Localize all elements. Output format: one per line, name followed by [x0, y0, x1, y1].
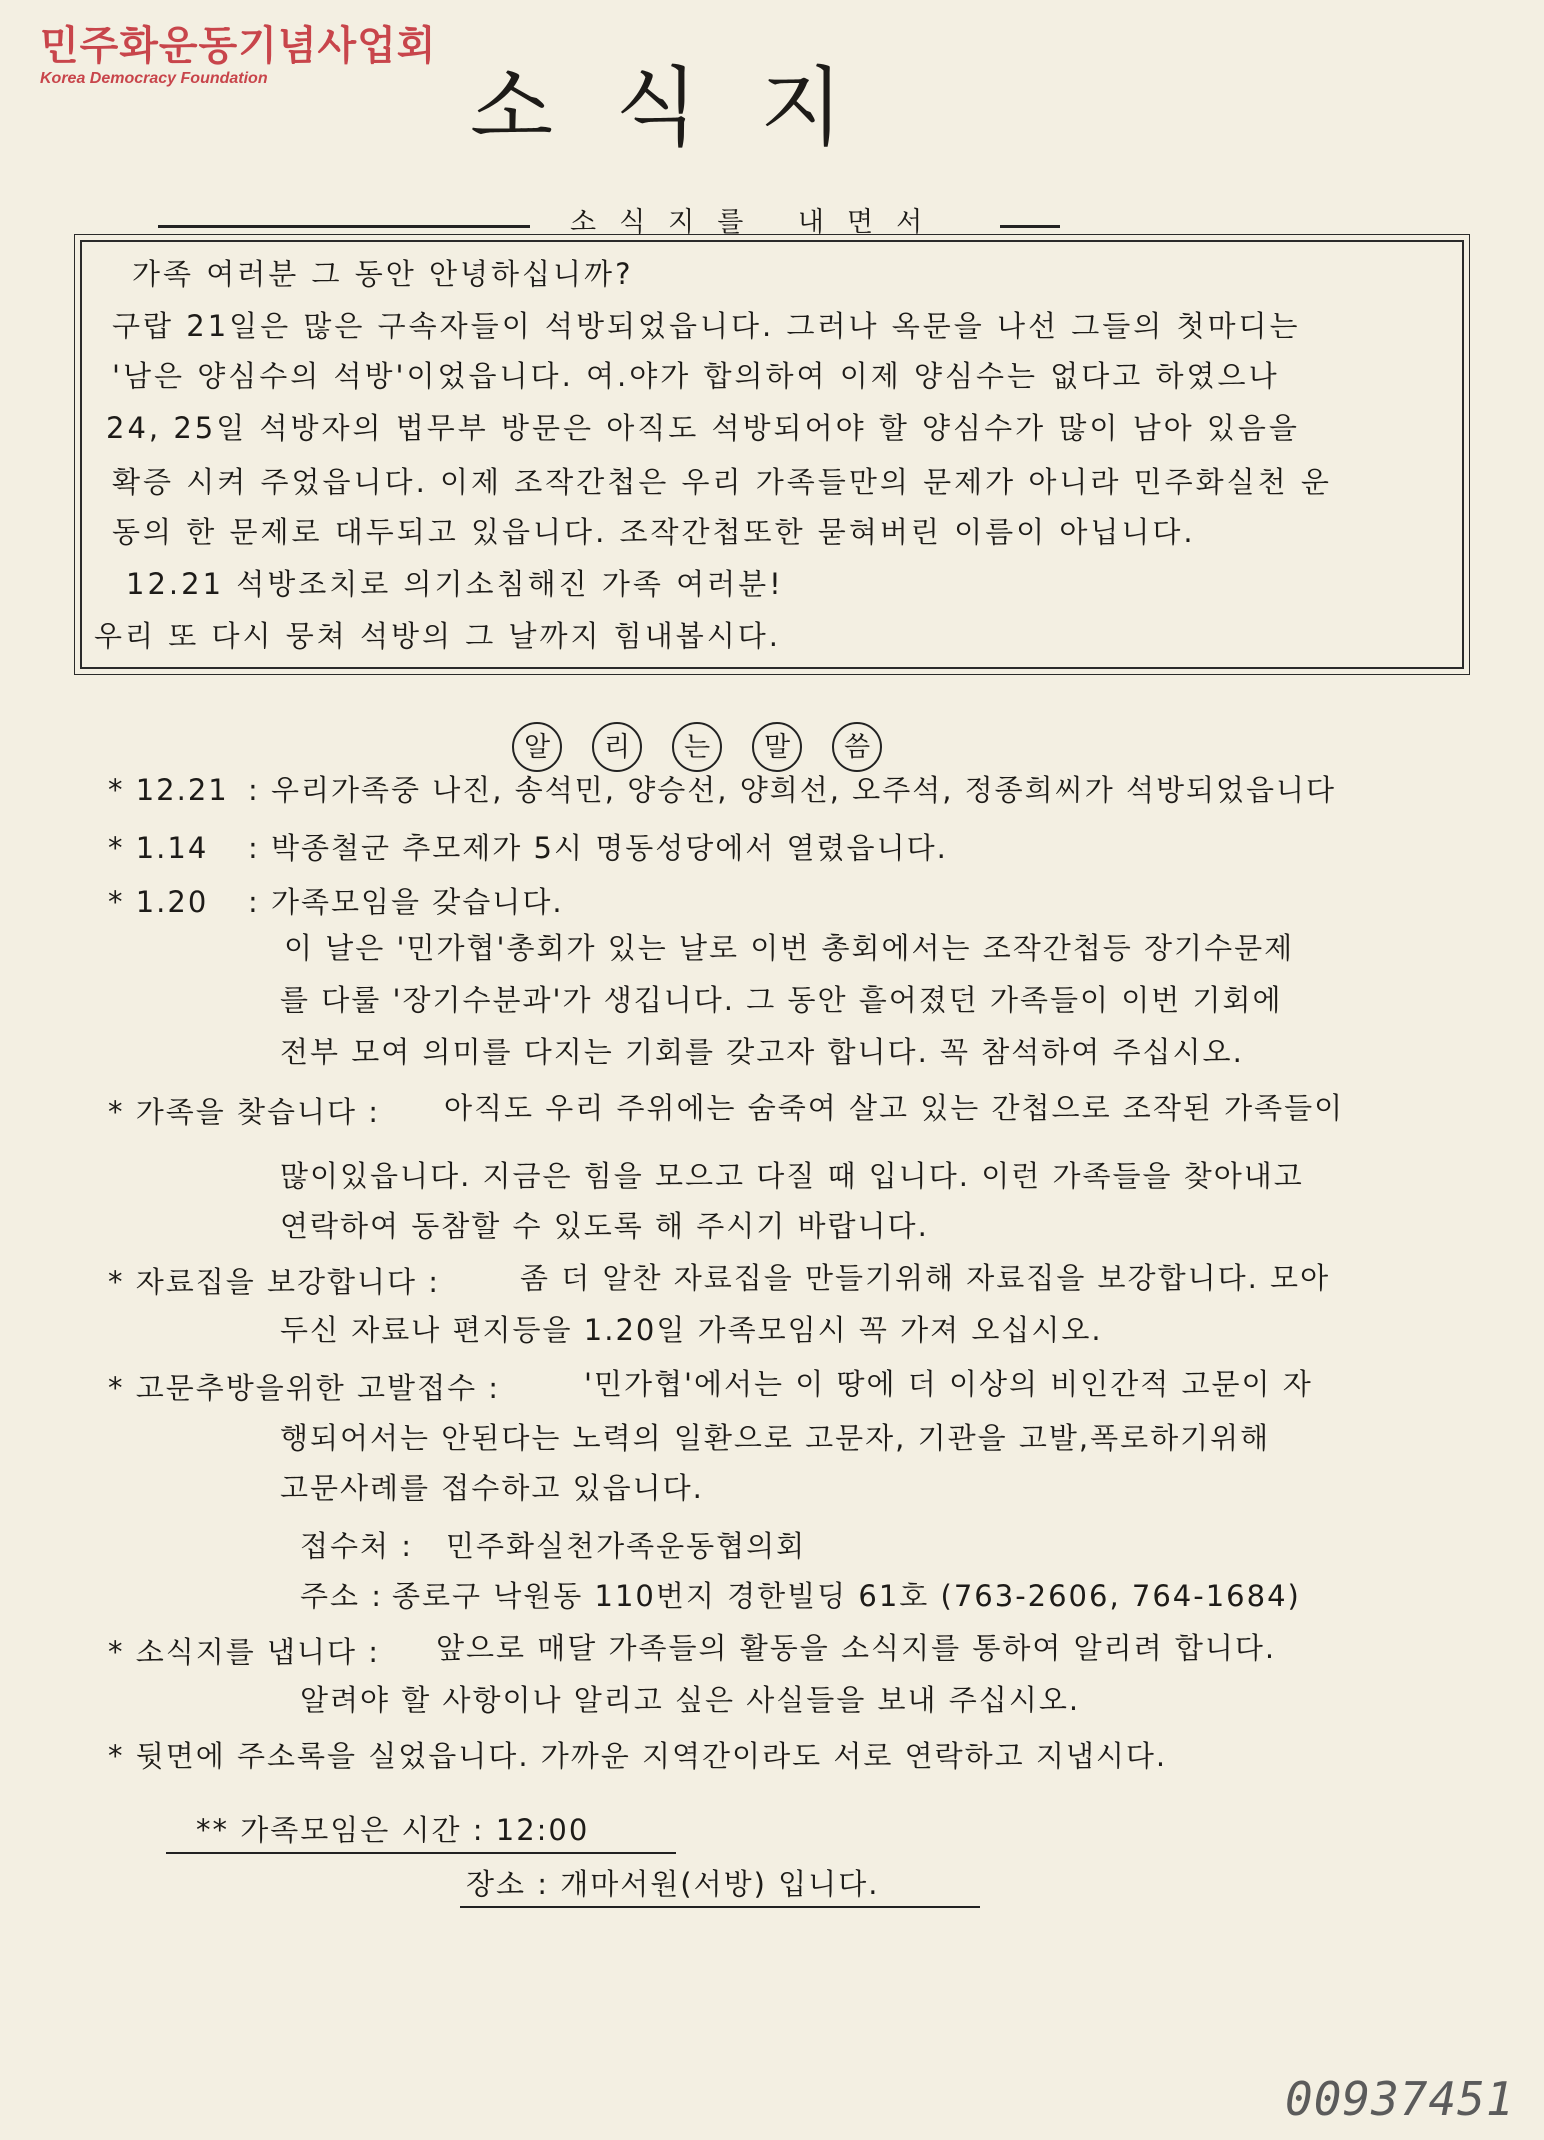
meeting-detail-line: 를 다룰 '장기수분과'가 생깁니다. 그 동안 흩어졌던 가족들이 이번 기회에	[280, 983, 1283, 1017]
notice-marker: * 1.14	[108, 831, 209, 865]
intro-line: 24, 25일 석방자의 법무부 방문은 아직도 석방되어야 할 양심수가 많이 남아 있음을	[106, 411, 1300, 445]
intro-line: 우리 또 다시 뭉쳐 석방의 그 날까지 힘내봅시다.	[94, 619, 782, 653]
newsletter-heading: * 소식지를 냅니다 :	[108, 1635, 381, 1669]
intro-line: 동의 한 문제로 대두되고 있읍니다. 조작간첩또한 묻혀버린 이름이 아닙니다.	[112, 515, 1196, 549]
notice-text: : 박종철군 추모제가 5시 명동성당에서 열렸읍니다.	[248, 831, 948, 865]
intro-line: 12.21 석방조치로 의기소침해진 가족 여러분!	[126, 567, 784, 601]
address-label: 주소 :	[300, 1579, 384, 1613]
address-book-note: * 뒷면에 주소록을 실었읍니다. 가까운 지역간이라도 서로 연락하고 지냅시다.	[108, 1739, 1168, 1773]
meeting-place: 장소 : 개마서원(서방) 입니다.	[466, 1867, 880, 1901]
find-family-heading: * 가족을 찾습니다 :	[108, 1095, 381, 1129]
intro-line: 구랍 21일은 많은 구속자들이 석방되었읍니다. 그러나 옥문을 나선 그들의 첫마디는	[112, 309, 1301, 343]
materials-line: 좀 더 알찬 자료집을 만들기위해 자료집을 보강합니다. 모아	[520, 1261, 1331, 1295]
meeting-detail-line: 전부 모여 의미를 다지는 기회를 갖고자 합니다. 꼭 참석하여 주십시오.	[280, 1035, 1244, 1069]
subtitle: 소식지를 내면서	[570, 207, 946, 238]
heading-circle-char: 리	[592, 722, 642, 772]
heading-circle-char: 는	[672, 722, 722, 772]
newsletter-line: 알려야 할 사항이나 알리고 싶은 사실들을 보내 주십시오.	[300, 1683, 1081, 1717]
meeting-detail-line: 이 날은 '민가협'총회가 있는 날로 이번 총회에서는 조작간첩등 장기수문제	[284, 931, 1295, 965]
meeting-place-underline	[460, 1906, 980, 1908]
meeting-time: ** 가족모임은 시간 : 12:00	[196, 1813, 590, 1847]
find-family-line: 아직도 우리 주위에는 숨죽여 살고 있는 간첩으로 조작된 가족들이	[444, 1091, 1345, 1125]
torture-line: '민가협'에서는 이 땅에 더 이상의 비인간적 고문이 자	[584, 1367, 1313, 1401]
foundation-watermark	[40, 24, 436, 88]
office-name: 민주화실천가족운동협의회	[446, 1529, 807, 1563]
materials-heading: * 자료집을 보강합니다 :	[108, 1265, 441, 1299]
intro-line: 가족 여러분 그 동안 안녕하십니까?	[132, 257, 634, 291]
archive-number: 00937451	[1285, 2072, 1515, 2126]
notice-text: : 우리가족중 나진, 송석민, 양승선, 양희선, 오주석, 정종희씨가 석방되었읍니다	[248, 773, 1337, 807]
subtitle-rule-left	[158, 225, 530, 228]
heading-circle-char: 씀	[832, 722, 882, 772]
notice-marker: * 1.20	[108, 885, 209, 919]
heading-circle-char: 알	[512, 722, 562, 772]
meeting-time-underline	[166, 1852, 676, 1854]
notice-heading	[512, 722, 898, 772]
watermark-english: Korea Democracy Foundation	[40, 70, 268, 87]
intro-box	[80, 240, 1464, 669]
torture-heading: * 고문추방을위한 고발접수 :	[108, 1371, 501, 1405]
materials-line: 두신 자료나 편지등을 1.20일 가족모임시 꼭 가져 오십시오.	[280, 1313, 1103, 1347]
intro-line: 확증 시켜 주었읍니다. 이제 조작간첩은 우리 가족들만의 문제가 아니라 민주화실천 운	[112, 465, 1332, 499]
notice-marker: * 12.21	[108, 773, 229, 807]
watermark-korean: 민주화운동기념사업회	[40, 23, 437, 69]
page-title: 소식지	[470, 58, 906, 158]
find-family-line: 연락하여 동참할 수 있도록 해 주시기 바랍니다.	[280, 1209, 929, 1243]
notice-text: : 가족모임을 갖습니다.	[248, 885, 564, 919]
office-label: 접수처 :	[300, 1529, 414, 1563]
find-family-line: 많이있읍니다. 지금은 힘을 모으고 다질 때 입니다. 이런 가족들을 찾아내고	[280, 1159, 1304, 1193]
subtitle-rule-right	[1000, 225, 1060, 228]
torture-line: 행되어서는 안된다는 노력의 일환으로 고문자, 기관을 고발,폭로하기위해	[280, 1421, 1271, 1455]
address-value: 종로구 낙원동 110번지 경한빌딩 61호 (763-2606, 764-1684)	[392, 1579, 1301, 1613]
intro-line: '남은 양심수의 석방'이었읍니다. 여.야가 합의하여 이제 양심수는 없다고 하였으나	[112, 359, 1280, 393]
heading-circle-char: 말	[752, 722, 802, 772]
torture-line: 고문사례를 접수하고 있읍니다.	[280, 1471, 704, 1505]
newsletter-line: 앞으로 매달 가족들의 활동을 소식지를 통하여 알리려 합니다.	[436, 1631, 1277, 1665]
